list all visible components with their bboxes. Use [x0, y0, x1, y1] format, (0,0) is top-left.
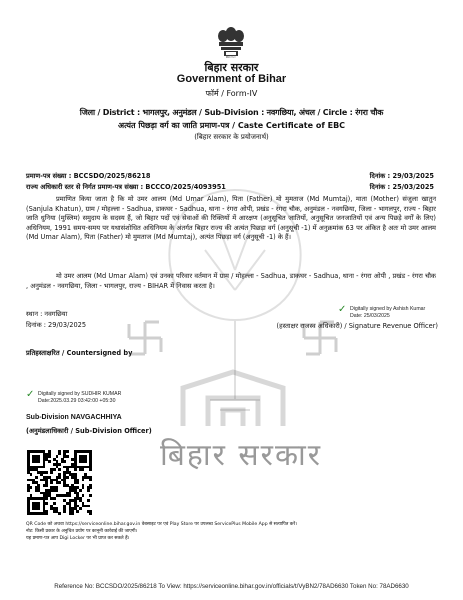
qr-note-2: नोट: किसी प्रकार के अनुचित प्रयोग पर कानूनी कार्रवाई की जाएगी। — [26, 529, 138, 534]
qr-module — [53, 502, 56, 505]
revenue-officer-digital-signature — [338, 304, 426, 320]
signature-verified-check-icon: ✓ — [338, 304, 347, 315]
sub-division-name: Sub-Division NAVGACHHIYA — [26, 414, 122, 421]
qr-module — [89, 486, 92, 489]
qr-module — [58, 468, 61, 471]
qr-module — [76, 510, 79, 513]
sub-division-officer-label: (अनुमंडलाधिकारी / Sub-Division Officer) — [26, 427, 152, 435]
countersigned-label: प्रतिहस्ताक्षरित / Countersigned by — [26, 349, 133, 357]
qr-module — [79, 507, 82, 510]
issue-date: दिनांक : 29/03/2025 — [26, 321, 87, 329]
district-line: जिला / District : भागलपुर, अनुमंडल / Sub-Division : नवगछिया, अंचल / Circle : रंगरा चौक — [79, 108, 384, 117]
qr-note-3: यह प्रमाण-पत्र आप Digi Locker पर भी प्राप्त कर सकते हैं। — [26, 536, 130, 541]
hindi-title: बिहार सरकार — [204, 61, 259, 74]
qr-module — [43, 466, 46, 469]
state-certificate-number: राज्य अधिकारी स्तर से निर्गत प्रमाण-पत्र संख्या : BCCCO/2025/4093951 — [26, 183, 226, 191]
qr-module — [45, 484, 48, 487]
stupa-watermark-icon — [173, 368, 293, 430]
qr-module — [27, 489, 30, 492]
certificate-number: प्रमाण-पत्र संख्या : BCCSDO/2025/86218 — [26, 172, 151, 180]
qr-module — [82, 468, 85, 471]
revenue-officer-label: (हस्ताक्षर राजस्व अधिकारी) / Signature Revenue Officer) — [276, 322, 438, 330]
qr-module — [48, 460, 51, 463]
reference-footer: Reference No: BCCSDO/2025/86218 To View: https://serviceonline.bihar.gov.in/officials/t/VyBN2/78AD6630 Token No: 78AD6630 — [54, 583, 409, 590]
form-number: फॉर्म / Form-IV — [205, 89, 258, 98]
qr-module — [63, 510, 66, 513]
revenue-signature-date: Date: 25/03/2025 — [350, 313, 390, 319]
qr-module — [30, 473, 33, 476]
qr-module — [45, 512, 48, 515]
qr-module — [45, 497, 48, 500]
qr-module — [79, 489, 82, 492]
qr-module — [84, 460, 87, 463]
qr-module — [66, 455, 69, 458]
qr-module — [87, 489, 90, 492]
qr-module — [89, 479, 92, 482]
sdo-digital-signature — [26, 389, 122, 405]
qr-module — [82, 486, 85, 489]
qr-module — [58, 453, 61, 456]
state-certificate-date: दिनांक : 25/03/2025 — [369, 183, 434, 191]
qr-module — [63, 460, 66, 463]
sdo-signature-name: Digitally signed by SUDHIR KUMAR — [38, 391, 122, 397]
usage-note: (बिहार सरकार के प्रयोजनार्थ) — [194, 133, 269, 141]
qr-module — [87, 505, 90, 508]
certificate-date: दिनांक : 29/03/2025 — [369, 172, 434, 180]
qr-module — [56, 455, 59, 458]
qr-module — [76, 481, 79, 484]
certificate-body-paragraph-1: प्रमाणित किया जाता है कि मो उमर आलम (Md Umar Alam), पिता (Father) मो मुमताज (Md Mumtaj), माता (Mother) संजुला खातुन (Sanjula Khatun), ग्राम / मोहल्ला - Sadhua, डाकघर - Sadhua, थाना - रंगरा ओपी, प्रखंड - रंगरा चौक, अनुमंडल - नवगछिया, जिला - भागलपुर, राज्य - बिहार जाति धुनिया (मुस्लिम) समुदाय के सदस्य हैं, जो बिहार पदों एवं सेवाओं की रिक्तियों में आरक्षण (अनुसूचित जातियों, अनुसूचित जनजातियों एवं अन्य पिछड़े वर्गों के लिए) अधिनियम, 1991 समय-समय पर यथासंशोधित अधिनियम के अंतर्गत बिहार राज्य की अत्यंत पिछड़ा वर्ग (अनुसूची -1) में अनुक्रमांक 63 पर अंकित है अतः मो उमर आलम (Md Umar Alam), पिता (Father) मो मुमताज (Md Mumtaj), अत्यंत पिछड़ा वर्ग (अनुसूची -1) के हैं। — [26, 195, 436, 242]
revenue-signature-name: Digitally signed by Ashish Kumar — [350, 306, 426, 312]
sdo-signature-date: Date:2025.03.29 03:42:00 +05:30 — [38, 398, 116, 404]
qr-module — [50, 471, 53, 474]
hindi-watermark-text: बिहार सरकार — [160, 438, 323, 473]
qr-module — [45, 502, 48, 505]
qr-module — [37, 507, 40, 510]
qr-module — [87, 499, 90, 502]
emblem-label: BEST — [225, 54, 237, 59]
qr-module — [58, 512, 61, 515]
qr-module — [58, 481, 61, 484]
qr-module — [74, 468, 77, 471]
qr-module — [89, 512, 92, 515]
english-title: Government of Bihar — [176, 73, 287, 85]
qr-module — [66, 450, 69, 453]
qr-module — [58, 463, 61, 466]
sdo-signature-verified-check-icon: ✓ — [26, 389, 35, 400]
qr-module — [66, 476, 69, 479]
qr-module — [71, 512, 74, 515]
qr-module — [69, 494, 72, 497]
qr-module — [82, 479, 85, 482]
qr-module — [37, 460, 40, 463]
qr-module — [30, 486, 33, 489]
qr-module — [45, 471, 48, 474]
certificate-body-paragraph-2: मो उमर आलम (Md Umar Alam) एवं उनका परिवार वर्तमान में ग्राम / मोहल्ला - Sadhua, डाकघर - Sadhua, थाना - रंगरा ओपी , प्रखंड - रंगरा चौक , अनुमंडल - नवगछिया, जिला - भागलपुर, राज्य - BIHAR में निवास करता है। — [26, 272, 436, 290]
qr-module — [35, 476, 38, 479]
qr-module — [89, 494, 92, 497]
qr-module — [50, 481, 53, 484]
qr-module — [82, 494, 85, 497]
qr-module — [56, 489, 59, 492]
qr-note-1: QR Code को अथवा https://serviceonline.bihar.gov.in वेबसाइट पर एवं Play Store पर उपलब्ध ServicePlus Mobile App से सत्यापित करें। — [26, 522, 297, 527]
verification-qr-code — [27, 450, 92, 515]
qr-module — [53, 497, 56, 500]
certificate-title: अत्यंत पिछड़ा वर्ग का जाति प्रमाण-पत्र / Caste Certificate of EBC — [117, 121, 346, 130]
qr-module — [48, 455, 51, 458]
place: स्थान : नवगछिया — [26, 310, 68, 318]
qr-module — [53, 468, 56, 471]
qr-module — [89, 468, 92, 471]
